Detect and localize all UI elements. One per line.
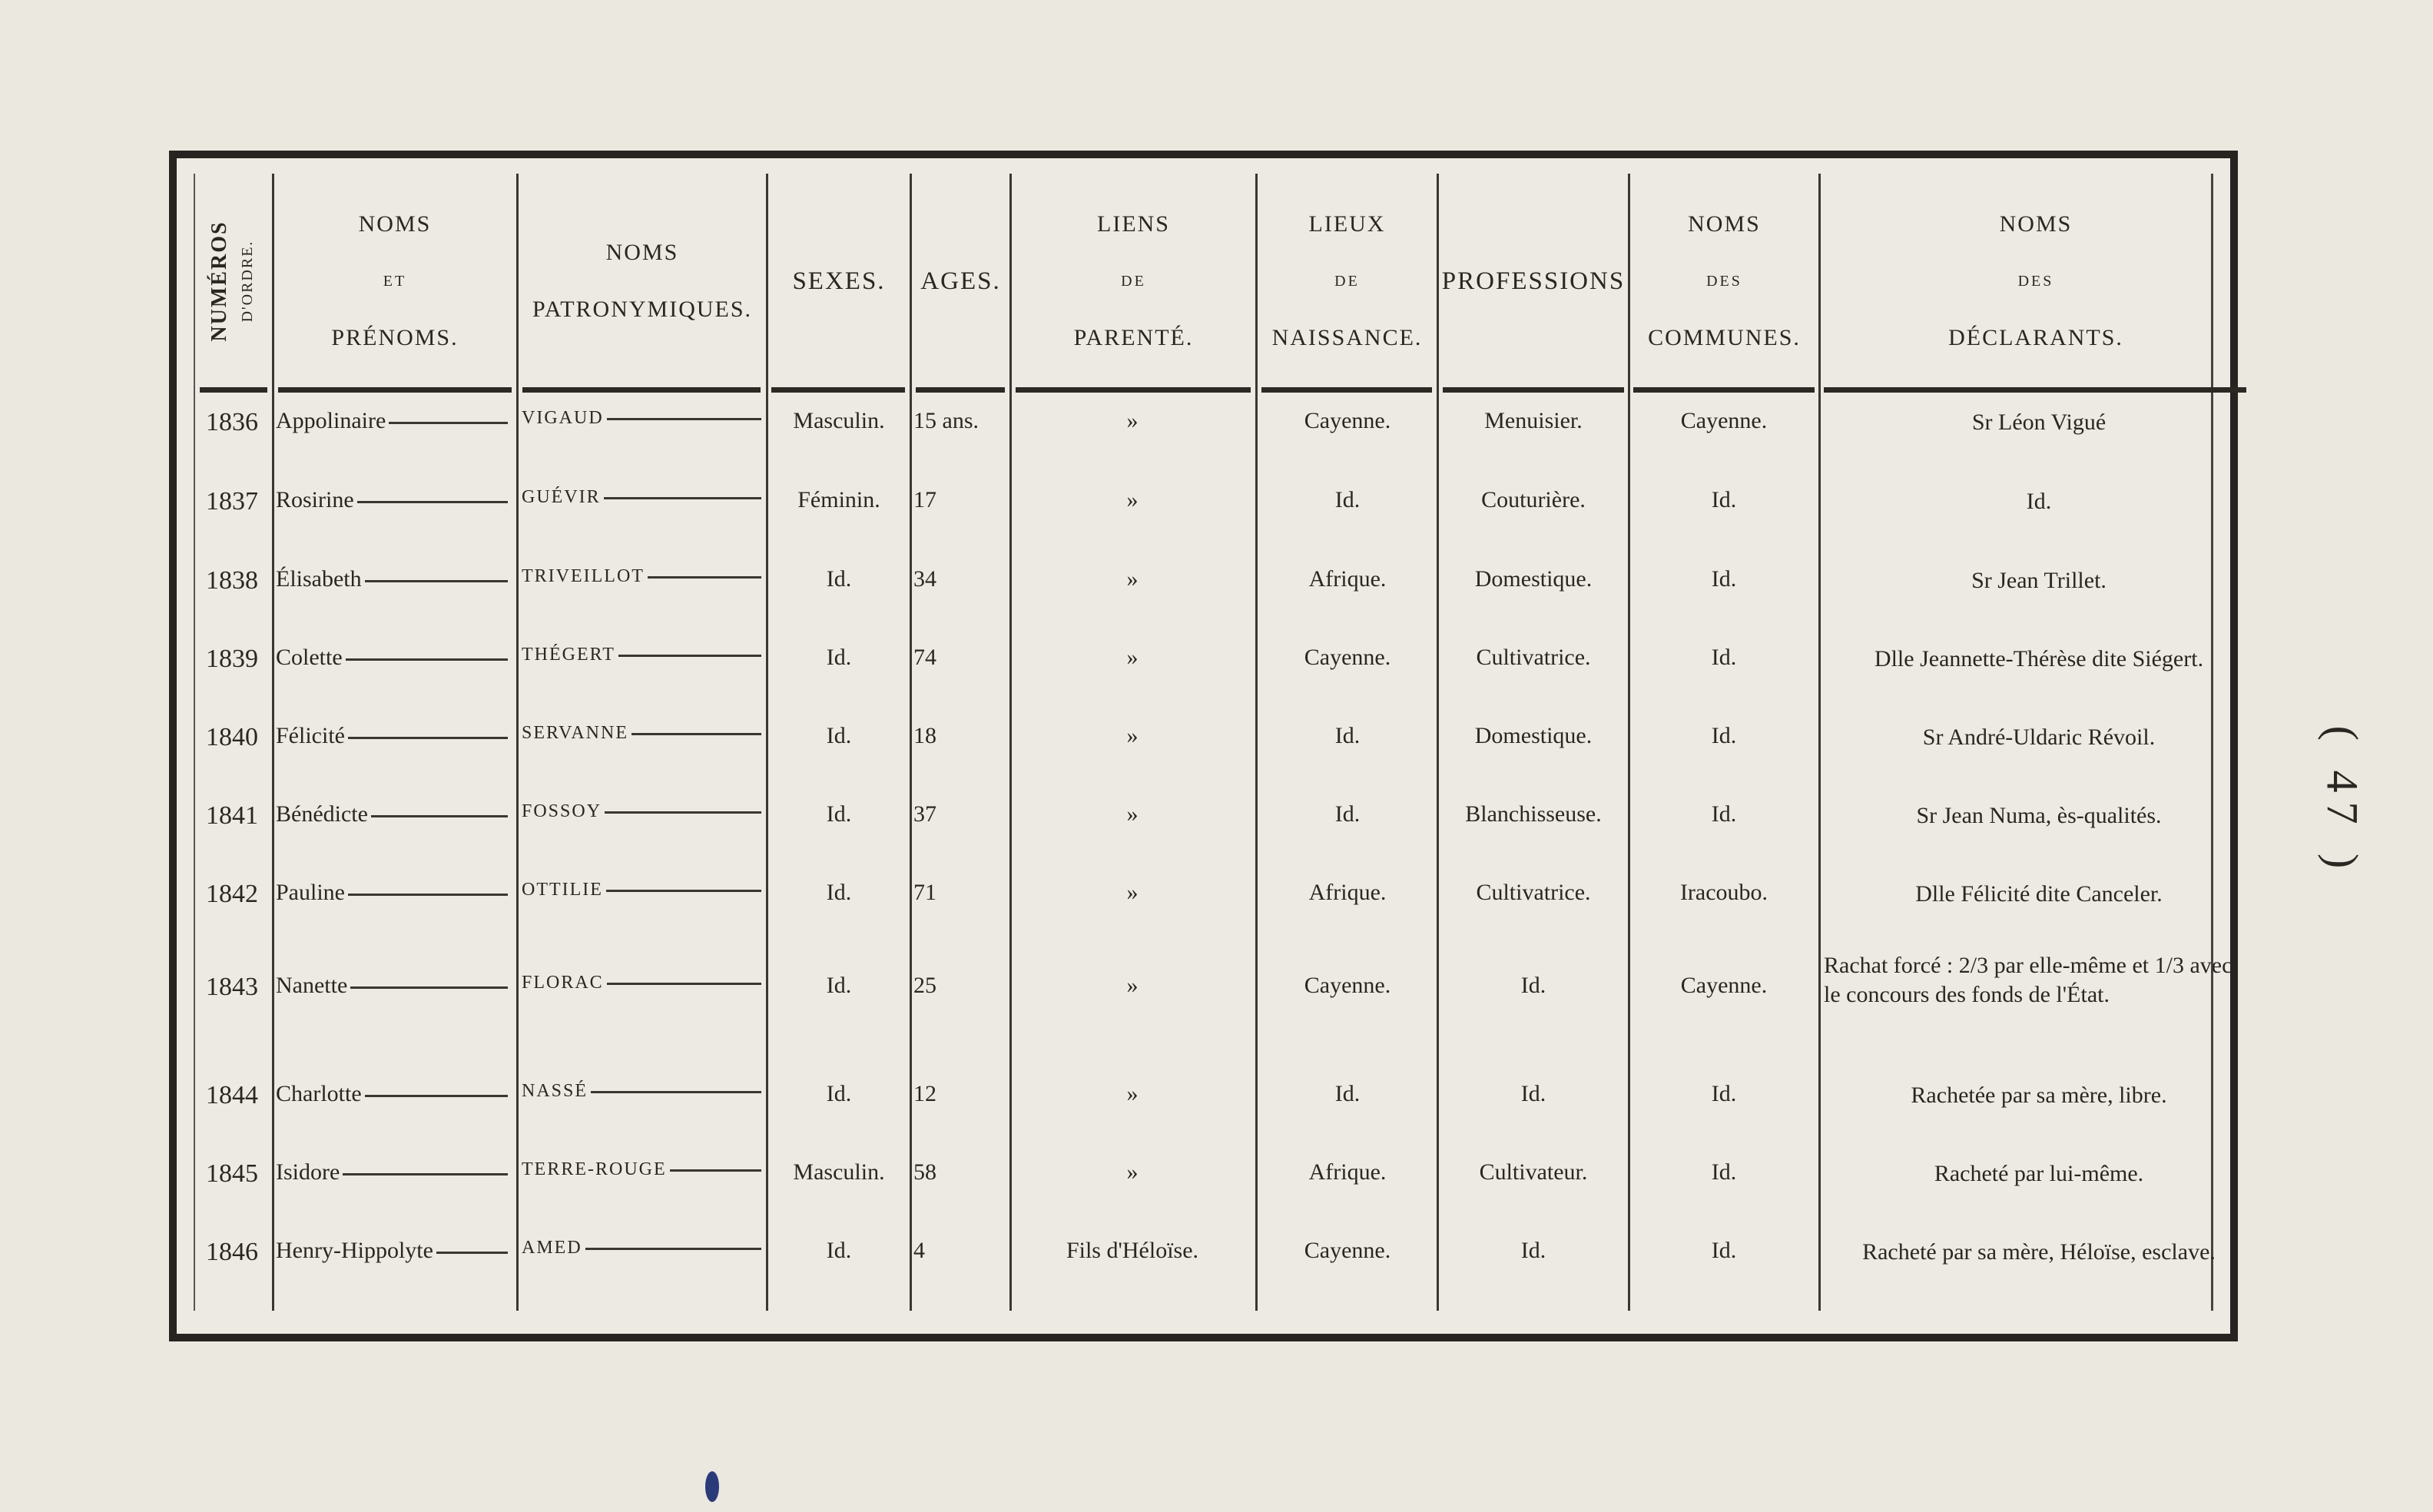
patronymic-cell [522, 723, 767, 744]
age-text: 71 [913, 880, 936, 905]
declarant-text: Sr Jean Numa, ès-qualités. [1916, 803, 2162, 828]
profession-text: Id. [1520, 1081, 1546, 1106]
header-text: NOMS [605, 240, 679, 265]
declarant-cell [1824, 1238, 2254, 1267]
profession-cell [1441, 487, 1626, 513]
sex-text: Id. [826, 723, 852, 748]
sex-cell [770, 487, 908, 513]
declarant-text: Sr Léon Vigué [1971, 410, 2107, 435]
commune-cell [1632, 1238, 1816, 1264]
commune-cell [1632, 487, 1816, 513]
patronymic-text: AMED [522, 1238, 582, 1258]
profession-text: Menuisier. [1484, 408, 1583, 433]
declarant-cell [1824, 566, 2254, 595]
age-cell [913, 487, 1006, 513]
leader-dash [348, 894, 508, 896]
row-number-text: 1842 [206, 880, 258, 908]
leader-dash [591, 1091, 761, 1093]
profession-text: Id. [1520, 1238, 1546, 1263]
age-cell [913, 1081, 1006, 1107]
birthplace-cell [1259, 408, 1436, 434]
kinship-cell [1013, 1159, 1251, 1185]
age-text: 58 [913, 1159, 936, 1185]
row-number-text: 1839 [206, 645, 258, 673]
leader-dash [618, 655, 761, 657]
sex-text: Id. [826, 801, 852, 827]
leader-dash [348, 737, 508, 739]
leader-dash [605, 811, 761, 814]
profession-text: Couturière. [1481, 487, 1586, 512]
header-text: ET [383, 273, 407, 290]
header-text: LIEUX [1308, 211, 1386, 237]
commune-text: Id. [1711, 487, 1737, 512]
profession-text: Domestique. [1474, 723, 1593, 748]
patronymic-text: SERVANNE [522, 723, 628, 743]
declarant-text: Racheté par sa mère, Héloïse, esclave. [1862, 1239, 2216, 1265]
patronymic-text: FLORAC [522, 973, 604, 993]
first-name-cell [276, 408, 514, 434]
commune-text: Id. [1711, 566, 1737, 592]
leader-dash [346, 658, 508, 661]
age-text: 15 ans. [913, 408, 979, 433]
first-name-text: Félicité [276, 723, 345, 748]
sex-cell [770, 645, 908, 671]
leader-dash [365, 580, 508, 582]
header-text: NOMS [358, 211, 432, 237]
row-number-cell [197, 880, 267, 909]
kinship-cell [1013, 801, 1251, 827]
leader-dash [357, 501, 508, 503]
leader-dash [604, 497, 761, 499]
first-name-cell [276, 566, 514, 592]
row-number-text: 1846 [206, 1238, 258, 1266]
kinship-text: » [1126, 408, 1139, 433]
header-ages [912, 174, 1009, 389]
row-number-text: 1838 [206, 566, 258, 595]
row-number-text: 1841 [206, 801, 258, 830]
row-number-text: 1844 [206, 1081, 258, 1109]
row-number-text: 1845 [206, 1159, 258, 1188]
leader-dash [670, 1169, 761, 1172]
header-text: DES [2017, 273, 2054, 290]
birthplace-cell [1259, 645, 1436, 671]
profession-text: Domestique. [1474, 566, 1593, 592]
birthplace-cell [1259, 1238, 1436, 1264]
age-cell [913, 645, 1006, 671]
sex-cell [770, 1159, 908, 1185]
sex-text: Féminin. [797, 487, 880, 512]
birthplace-cell [1259, 1081, 1436, 1107]
birthplace-text: Afrique. [1308, 1159, 1387, 1185]
leader-dash [607, 983, 761, 985]
age-text: 37 [913, 801, 936, 827]
patronymic-text: OTTILIE [522, 880, 603, 900]
patronymic-cell [522, 1159, 767, 1180]
sex-text: Id. [826, 973, 852, 998]
leader-dash [585, 1248, 761, 1250]
profession-cell [1441, 566, 1626, 592]
row-number-cell [197, 801, 267, 831]
patronymic-cell [522, 1238, 767, 1258]
patronymic-cell [522, 566, 767, 587]
sex-text: Id. [826, 566, 852, 592]
birthplace-cell [1259, 723, 1436, 749]
commune-cell [1632, 566, 1816, 592]
declarant-text: Dlle Jeannette-Thérèse dite Siégert. [1874, 646, 2204, 671]
header-text: COMMUNES. [1648, 325, 1801, 350]
kinship-text: » [1126, 880, 1139, 905]
commune-text: Id. [1711, 801, 1737, 827]
patronymic-text: FOSSOY [522, 801, 602, 821]
leader-dash [371, 815, 508, 817]
commune-text: Cayenne. [1680, 973, 1768, 998]
commune-text: Id. [1711, 1238, 1737, 1263]
patronymic-text: TRIVEILLOT [522, 566, 645, 586]
header-patronymiques [519, 174, 766, 389]
row-number-cell [197, 645, 267, 674]
declarant-cell [1824, 801, 2254, 831]
first-name-text: Colette [276, 645, 343, 670]
commune-text: Iracoubo. [1679, 880, 1768, 905]
patronymic-cell [522, 487, 767, 508]
birthplace-text: Id. [1334, 1081, 1361, 1106]
age-text: 18 [913, 723, 936, 748]
row-number-cell [197, 1238, 267, 1267]
sex-cell [770, 566, 908, 592]
declarant-cell [1824, 1081, 2254, 1110]
row-number-text: 1843 [206, 973, 258, 1001]
header-rule [1824, 387, 2246, 393]
patronymic-cell [522, 801, 767, 822]
patronymic-text: TERRE-ROUGE [522, 1159, 667, 1179]
profession-text: Id. [1520, 973, 1546, 998]
patronymic-cell [522, 645, 767, 665]
profession-cell [1441, 1081, 1626, 1107]
header-text: DÉCLARANTS. [1948, 325, 2123, 350]
header-numeros-line2: D'ORDRE. [239, 240, 256, 323]
birthplace-text: Id. [1334, 723, 1361, 748]
sex-cell [770, 723, 908, 749]
header-text: DE [1121, 273, 1146, 290]
first-name-cell [276, 973, 514, 999]
declarant-cell [1824, 487, 2254, 516]
row-number-cell [197, 408, 267, 437]
header-declarants [1821, 174, 2251, 389]
sex-cell [770, 880, 908, 906]
commune-text: Id. [1711, 1081, 1737, 1106]
birthplace-text: Id. [1334, 801, 1361, 827]
kinship-cell [1013, 645, 1251, 671]
header-rule [1261, 387, 1432, 393]
row-number-cell [197, 723, 267, 752]
age-text: 17 [913, 487, 936, 512]
sex-text: Id. [826, 1081, 852, 1106]
kinship-text: » [1126, 645, 1139, 670]
first-name-cell [276, 880, 514, 906]
patronymic-text: GUÉVIR [522, 487, 601, 507]
birthplace-cell [1259, 566, 1436, 592]
header-numeros [195, 174, 272, 389]
register-table [169, 151, 2238, 1341]
age-text: 74 [913, 645, 936, 670]
patronymic-text: THÉGERT [522, 645, 615, 665]
first-name-cell [276, 645, 514, 671]
first-name-text: Appolinaire [276, 408, 386, 433]
birthplace-cell [1259, 801, 1436, 827]
kinship-text: » [1126, 487, 1139, 512]
birthplace-text: Cayenne. [1304, 1238, 1391, 1263]
header-text: SEXES. [792, 267, 886, 295]
age-cell [913, 801, 1006, 827]
ink-spot [705, 1471, 719, 1502]
age-text: 34 [913, 566, 936, 592]
leader-dash [648, 576, 761, 579]
header-text: AGES. [920, 267, 1001, 295]
kinship-text: » [1126, 723, 1139, 748]
table-body [194, 174, 2232, 1311]
kinship-cell [1013, 1238, 1251, 1264]
profession-cell [1441, 723, 1626, 749]
sex-text: Id. [826, 645, 852, 670]
commune-cell [1632, 880, 1816, 906]
birthplace-cell [1259, 973, 1436, 999]
patronymic-cell [522, 973, 767, 993]
commune-text: Id. [1711, 723, 1737, 748]
first-name-cell [276, 1159, 514, 1185]
header-rule [200, 387, 267, 393]
sex-text: Masculin. [793, 1159, 885, 1185]
sex-text: Masculin. [793, 408, 885, 433]
birthplace-cell [1259, 880, 1436, 906]
header-lieux [1258, 174, 1437, 389]
header-sexes [768, 174, 910, 389]
sex-cell [770, 801, 908, 827]
header-rule [278, 387, 512, 393]
patronymic-text: NASSÉ [522, 1081, 588, 1101]
age-cell [913, 1159, 1006, 1185]
commune-cell [1632, 973, 1816, 999]
declarant-cell [1824, 951, 2254, 1010]
row-number-cell [197, 973, 267, 1002]
profession-text: Cultivatrice. [1476, 880, 1591, 905]
commune-cell [1632, 1159, 1816, 1185]
header-text: PRÉNOMS. [331, 325, 459, 350]
profession-cell [1441, 801, 1626, 827]
kinship-cell [1013, 880, 1251, 906]
row-number-cell [197, 487, 267, 516]
declarant-cell [1824, 408, 2254, 437]
sex-text: Id. [826, 1238, 852, 1263]
first-name-text: Élisabeth [276, 566, 362, 592]
header-rule [1443, 387, 1624, 393]
row-number-cell [197, 1081, 267, 1110]
age-cell [913, 880, 1006, 906]
commune-cell [1632, 801, 1816, 827]
declarant-text: Rachetée par sa mère, libre. [1911, 1083, 2167, 1108]
kinship-cell [1013, 973, 1251, 999]
sex-cell [770, 1238, 908, 1264]
declarant-cell [1824, 1159, 2254, 1189]
commune-text: Id. [1711, 645, 1737, 670]
commune-cell [1632, 645, 1816, 671]
profession-cell [1441, 880, 1626, 906]
leader-dash [350, 986, 508, 989]
header-text: PROFESSIONS [1441, 267, 1626, 295]
first-name-cell [276, 1081, 514, 1107]
declarant-text: Id. [2026, 489, 2052, 514]
commune-text: Id. [1711, 1159, 1737, 1185]
header-text: NOMS [1688, 211, 1761, 237]
patronymic-cell [522, 1081, 767, 1102]
header-rule [1016, 387, 1251, 393]
sex-cell [770, 973, 908, 999]
age-text: 4 [913, 1238, 925, 1263]
birthplace-cell [1259, 1159, 1436, 1185]
header-liens [1012, 174, 1255, 389]
kinship-text: » [1126, 1081, 1139, 1106]
first-name-text: Nanette [276, 973, 348, 998]
age-cell [913, 973, 1006, 999]
kinship-cell [1013, 1081, 1251, 1107]
age-cell [913, 1238, 1006, 1264]
header-communes [1630, 174, 1818, 389]
profession-text: Cultivatrice. [1476, 645, 1591, 670]
birthplace-text: Cayenne. [1304, 408, 1391, 433]
header-rule [771, 387, 905, 393]
first-name-text: Henry-Hippolyte [276, 1238, 433, 1263]
page-number: ( 47 ) [2317, 725, 2368, 878]
declarant-text: Dlle Félicité dite Canceler. [1915, 881, 2163, 907]
birthplace-text: Cayenne. [1304, 973, 1391, 998]
leader-dash [631, 733, 761, 735]
profession-cell [1441, 645, 1626, 671]
first-name-cell [276, 801, 514, 827]
first-name-cell [276, 487, 514, 513]
kinship-text: » [1126, 1159, 1139, 1185]
header-text: PARENTÉ. [1073, 325, 1194, 350]
birthplace-text: Afrique. [1308, 566, 1387, 592]
commune-cell [1632, 723, 1816, 749]
header-rule [1633, 387, 1815, 393]
header-rule [916, 387, 1005, 393]
profession-cell [1441, 1238, 1626, 1264]
leader-dash [389, 422, 508, 424]
header-professions [1439, 174, 1628, 389]
header-noms-prenoms [273, 174, 516, 389]
row-number-cell [197, 1159, 267, 1189]
row-number-cell [197, 566, 267, 595]
age-cell [913, 723, 1006, 749]
sex-cell [770, 408, 908, 434]
patronymic-cell [522, 408, 767, 429]
patronymic-text: VIGAUD [522, 408, 604, 428]
first-name-text: Pauline [276, 880, 345, 905]
sex-text: Id. [826, 880, 852, 905]
kinship-cell [1013, 408, 1251, 434]
kinship-cell [1013, 723, 1251, 749]
declarant-cell [1824, 723, 2254, 752]
first-name-text: Rosirine [276, 487, 354, 512]
age-text: 25 [913, 973, 936, 998]
birthplace-text: Id. [1334, 487, 1361, 512]
birthplace-text: Afrique. [1308, 880, 1387, 905]
row-number-text: 1837 [206, 487, 258, 516]
profession-cell [1441, 408, 1626, 434]
kinship-cell [1013, 487, 1251, 513]
header-rule [522, 387, 761, 393]
header-text: NOMS [1999, 211, 2073, 237]
age-cell [913, 408, 1006, 434]
leader-dash [436, 1252, 508, 1254]
age-cell [913, 566, 1006, 592]
leader-dash [365, 1095, 508, 1097]
profession-cell [1441, 973, 1626, 999]
age-text: 12 [913, 1081, 936, 1106]
first-name-cell [276, 723, 514, 749]
leader-dash [606, 890, 761, 892]
header-text: LIENS [1097, 211, 1170, 237]
profession-text: Cultivateur. [1479, 1159, 1588, 1185]
first-name-text: Isidore [276, 1159, 340, 1185]
profession-cell [1441, 1159, 1626, 1185]
leader-dash [607, 418, 761, 420]
declarant-cell [1824, 645, 2254, 674]
header-text: PATRONYMIQUES. [532, 297, 753, 322]
declarant-text: Rachat forcé : 2/3 par elle-même et 1/3 avec le concours des fonds de l'État. [1824, 953, 2232, 1007]
header-text: NAISSANCE. [1271, 325, 1423, 350]
commune-cell [1632, 1081, 1816, 1107]
row-number-text: 1840 [206, 723, 258, 751]
kinship-text: » [1126, 566, 1139, 592]
birthplace-cell [1259, 487, 1436, 513]
header-text: DES [1706, 273, 1742, 290]
commune-text: Cayenne. [1680, 408, 1768, 433]
profession-text: Blanchisseuse. [1465, 801, 1602, 827]
leader-dash [343, 1173, 508, 1175]
row-number-text: 1836 [206, 408, 258, 436]
kinship-text: Fils d'Héloïse. [1066, 1238, 1199, 1263]
declarant-cell [1824, 880, 2254, 909]
declarant-text: Sr Jean Trillet. [1971, 568, 2107, 593]
kinship-text: » [1126, 973, 1139, 998]
first-name-text: Bénédicte [276, 801, 368, 827]
kinship-text: » [1126, 801, 1139, 827]
birthplace-text: Cayenne. [1304, 645, 1391, 670]
declarant-text: Sr André-Uldaric Révoil. [1922, 724, 2156, 750]
commune-cell [1632, 408, 1816, 434]
patronymic-cell [522, 880, 767, 900]
declarant-text: Racheté par lui-même. [1934, 1161, 2144, 1186]
header-numeros-line1: NUMÉROS [207, 220, 231, 342]
kinship-cell [1013, 566, 1251, 592]
header-text: DE [1334, 273, 1360, 290]
first-name-cell [276, 1238, 514, 1264]
sex-cell [770, 1081, 908, 1107]
first-name-text: Charlotte [276, 1081, 362, 1106]
